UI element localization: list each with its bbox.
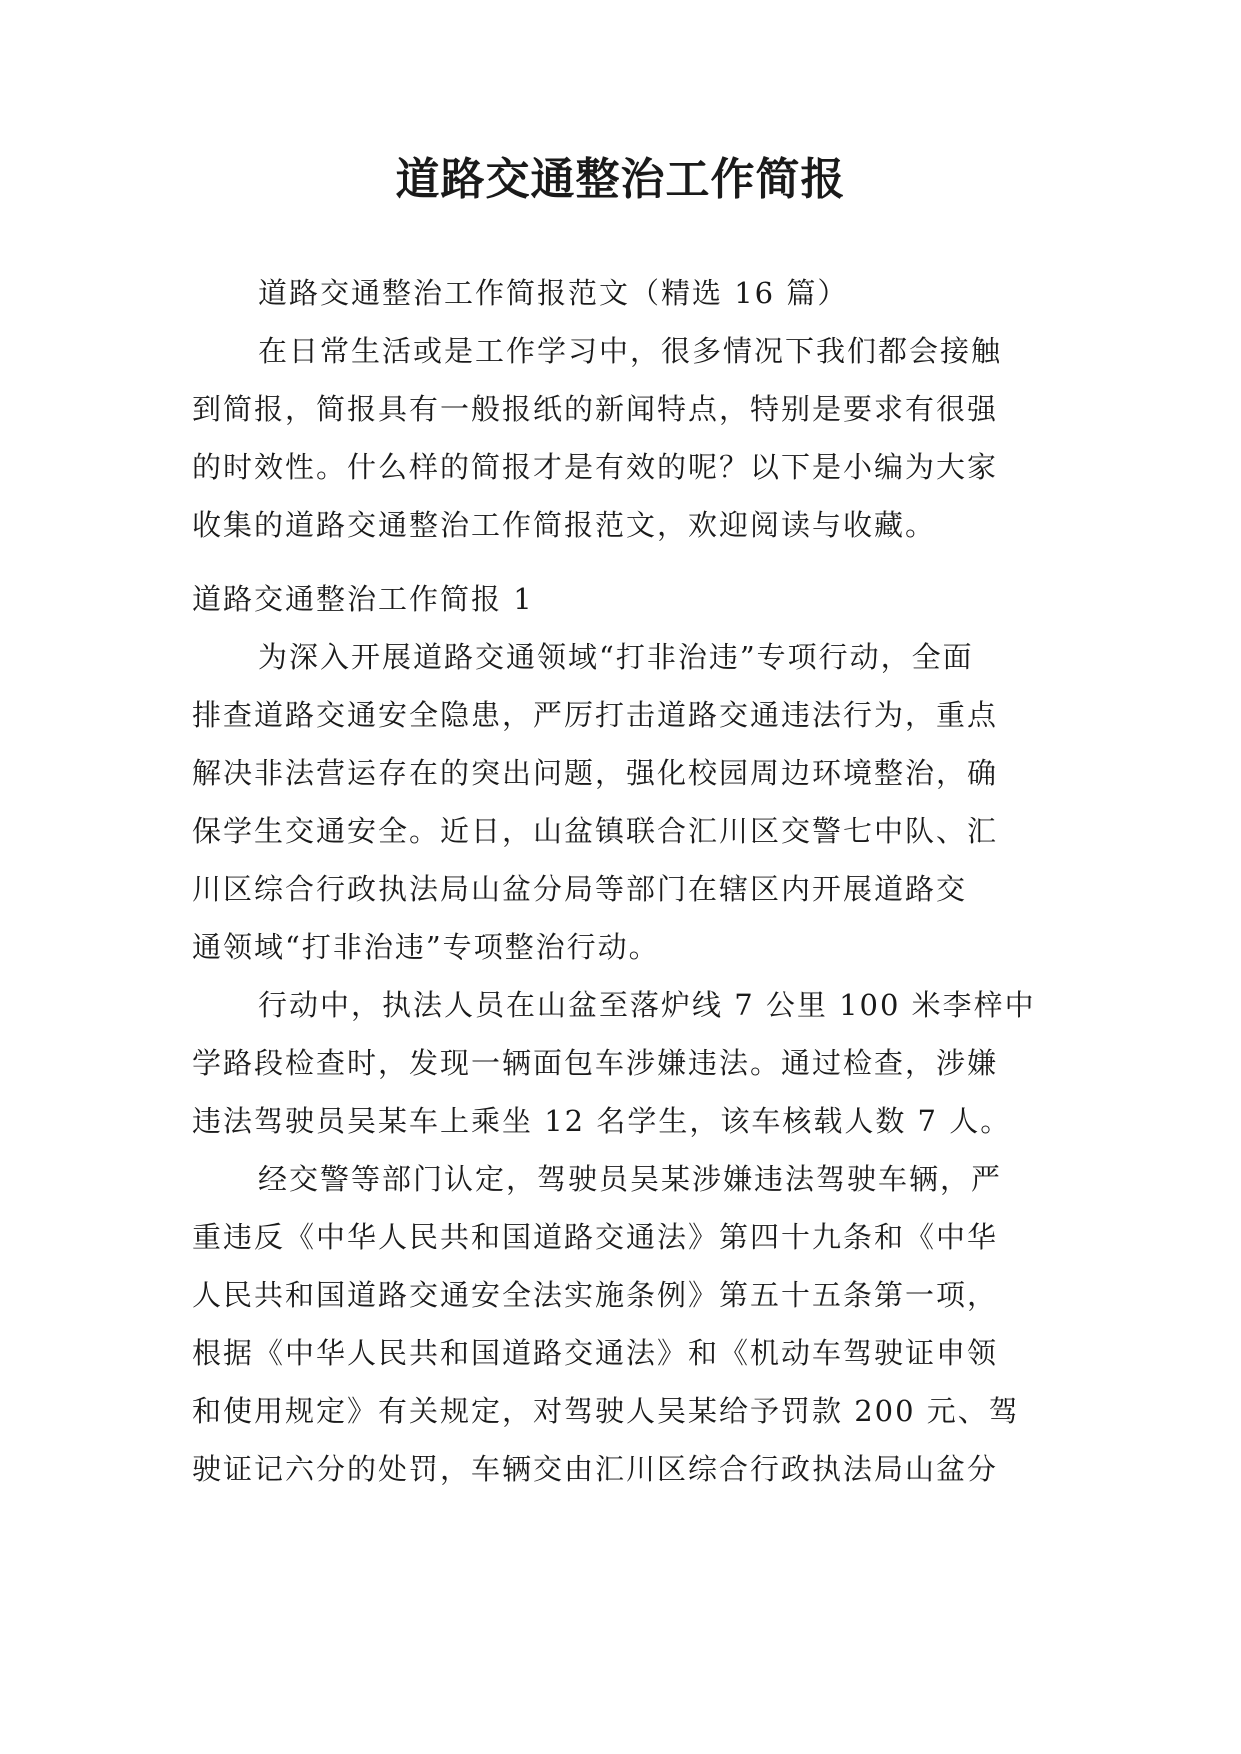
- paragraph-line: 重违反《中华人民共和国道路交通法》第四十九条和《中华: [192, 1220, 999, 1254]
- paragraph-line: 川区综合行政执法局山盆分局等部门在辖区内开展道路交: [192, 872, 968, 906]
- paragraph-line: 和使用规定》有关规定，对驾驶人吴某给予罚款 200 元、驾: [192, 1394, 1020, 1428]
- paragraph-line: 经交警等部门认定，驾驶员吴某涉嫌违法驾驶车辆，严: [258, 1162, 1003, 1196]
- section-heading: 道路交通整治工作简报 1: [192, 582, 534, 616]
- paragraph-line: 为深入开展道路交通领域“打非治违”专项行动，全面: [258, 640, 974, 674]
- paragraph-line: 行动中，执法人员在山盆至落炉线 7 公里 100 米李梓中: [258, 988, 1036, 1022]
- paragraph-line: 排查道路交通安全隐患，严厉打击道路交通违法行为，重点: [192, 698, 999, 732]
- intro-line: 收集的道路交通整治工作简报范文，欢迎阅读与收藏。: [192, 508, 937, 542]
- document-subtitle: 道路交通整治工作简报范文（精选 16 篇）: [258, 276, 849, 310]
- paragraph-line: 根据《中华人民共和国道路交通法》和《机动车驾驶证申领: [192, 1336, 999, 1370]
- paragraph-line: 通领域“打非治违”专项整治行动。: [192, 930, 660, 964]
- paragraph-line: 违法驾驶员吴某车上乘坐 12 名学生，该车核载人数 7 人。: [192, 1104, 1012, 1138]
- paragraph-line: 保学生交通安全。近日，山盆镇联合汇川区交警七中队、汇: [192, 814, 999, 848]
- intro-line: 到简报，简报具有一般报纸的新闻特点，特别是要求有很强: [192, 392, 999, 426]
- paragraph-line: 人民共和国道路交通安全法实施条例》第五十五条第一项，: [192, 1278, 999, 1312]
- paragraph-line: 学路段检查时，发现一辆面包车涉嫌违法。通过检查，涉嫌: [192, 1046, 999, 1080]
- paragraph-line: 解决非法营运存在的突出问题，强化校园周边环境整治，确: [192, 756, 999, 790]
- document-title: 道路交通整治工作简报: [395, 154, 846, 205]
- section-block: [192, 570, 1054, 1498]
- intro-block: [192, 264, 1054, 554]
- intro-line: 在日常生活或是工作学习中，很多情况下我们都会接触: [258, 334, 1003, 368]
- paragraph-line: 驶证记六分的处罚，车辆交由汇川区综合行政执法局山盆分: [192, 1452, 999, 1486]
- intro-line: 的时效性。什么样的简报才是有效的呢？以下是小编为大家: [192, 450, 999, 484]
